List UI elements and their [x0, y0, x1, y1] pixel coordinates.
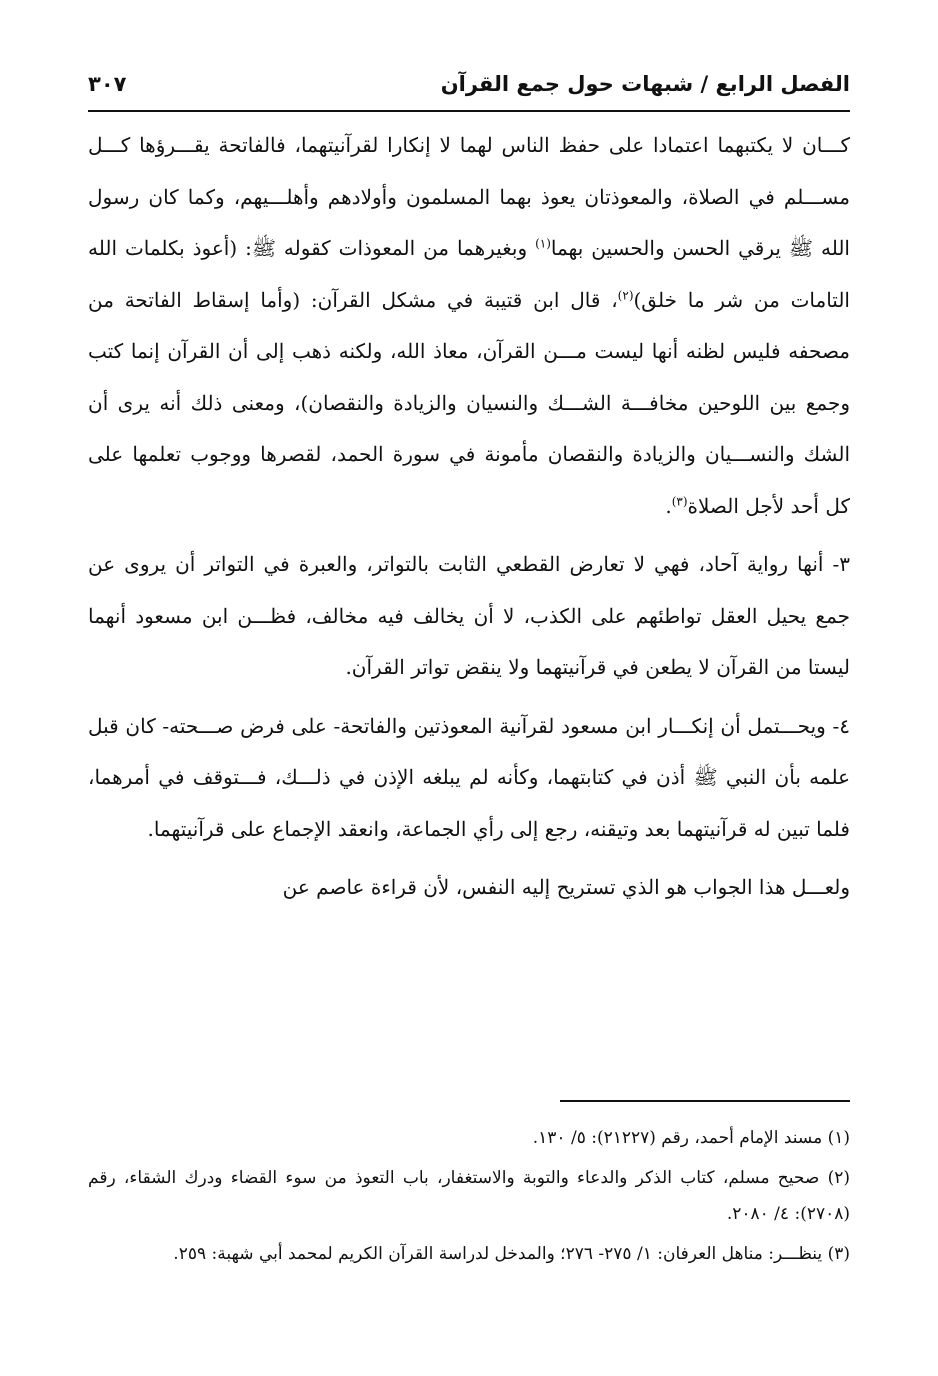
paragraph-2: ٣- أنها رواية آحاد، فهي لا تعارض القطعي الثابت بالتواتر، والعبرة في التواتر أن يروى عن جمع يحيل العقل تواطئهم على الكذب، لا أن يخالف فيه مخالف، فظـــن ابن مسعود أنهما ليستا من القرآن لا يطعن في قرآنيتهما ولا ينقض تواتر القرآن. — [88, 552, 850, 679]
paragraph-3: ٤- ويحـــتمل أن إنكـــار ابن مسعود لقرآنية المعوذتين والفاتحة- على فرض صـــحته- كان قبل علمه بأن النبي ﷺ أذن في كتابتهما، وكأنه لم يبلغه الإذن في ذلـــك، فـــتوقف في أمرهما، فلما تبين له قرآنيتهما بعد وتيقنه، رجع إلى رأي الجماعة، وانعقد الإجماع على قرآنيتهما. — [88, 713, 850, 841]
footnote-2: (٢) صحيح مسلم، كتاب الذكر والدعاء والتوبة والاستغفار، باب التعوذ من سوء القضاء ودرك الشقاء، رقم (٢٧٠٨): ٤/ ٢٠٨٠. — [88, 1168, 850, 1224]
page-number: ٣٠٧ — [88, 72, 127, 96]
footnotes — [88, 1120, 850, 1276]
paragraph-1-part-a: كـــان لا يكتبهما اعتمادا على حفظ الناس لهما لا إنكارا لقرآنيتهما، فالفاتحة يقـــرؤها كـــل مســـلم في الصلاة، والمعوذتان يعوذ بهما المسلمون وأولادهم وأهلـــيهم، وكما كان رسول الله ﷺ يرقي الحسن والحسين بهما — [88, 133, 850, 260]
footnote-marker-2[interactable]: (٢) — [617, 287, 634, 302]
page-header — [88, 66, 850, 112]
paragraph-1-part-d: . — [665, 493, 672, 518]
paragraph-1-part-b: وبغيرهما من المعوذات كقوله ﷺ: (أعوذ بكلمات الله التامات من شر ما خلق) — [88, 236, 850, 312]
footnote-marker-3[interactable]: (٣) — [671, 493, 688, 508]
footnote-3: (٣) ينظـــر: مناهل العرفان: ١/ ٢٧٥- ٢٧٦؛ والمدخل لدراسة القرآن الكريم لمحمد أبي شهبة: ٢٥٩. — [173, 1244, 850, 1264]
footnote-1: (١) مسند الإمام أحمد، رقم (٢١٢٢٧): ٥/ ١٣٠. — [532, 1128, 850, 1148]
footnote-marker-1[interactable]: (١) — [535, 236, 551, 251]
main-text — [88, 120, 850, 921]
footnote-separator — [560, 1100, 850, 1102]
running-head: الفصل الرابع / شبهات حول جمع القرآن — [440, 72, 850, 96]
paragraph-1 — [88, 120, 850, 532]
paragraph-1-part-c: ، قال ابن قتيبة في مشكل القرآن: (وأما إسقاط الفاتحة من مصحفه فليس لظنه أنها ليست مـــن القرآن، معاذ الله، ولكنه ذهب إلى أن القرآن إنما كتب وجمع بين اللوحين مخافـــة الشـــك والنسيان والزيادة والنقصان)، ومعنى ذلك أنه يرى أن الشك والنســـيان والزيادة والنقصان مأمونة في سورة الحمد، لقصرها ووجوب تعلمها على كل أحد لأجل الصلاة — [88, 287, 850, 518]
paragraph-4: ولعـــل هذا الجواب هو الذي تستريح إليه النفس، لأن قراءة عاصم عن — [282, 875, 850, 899]
